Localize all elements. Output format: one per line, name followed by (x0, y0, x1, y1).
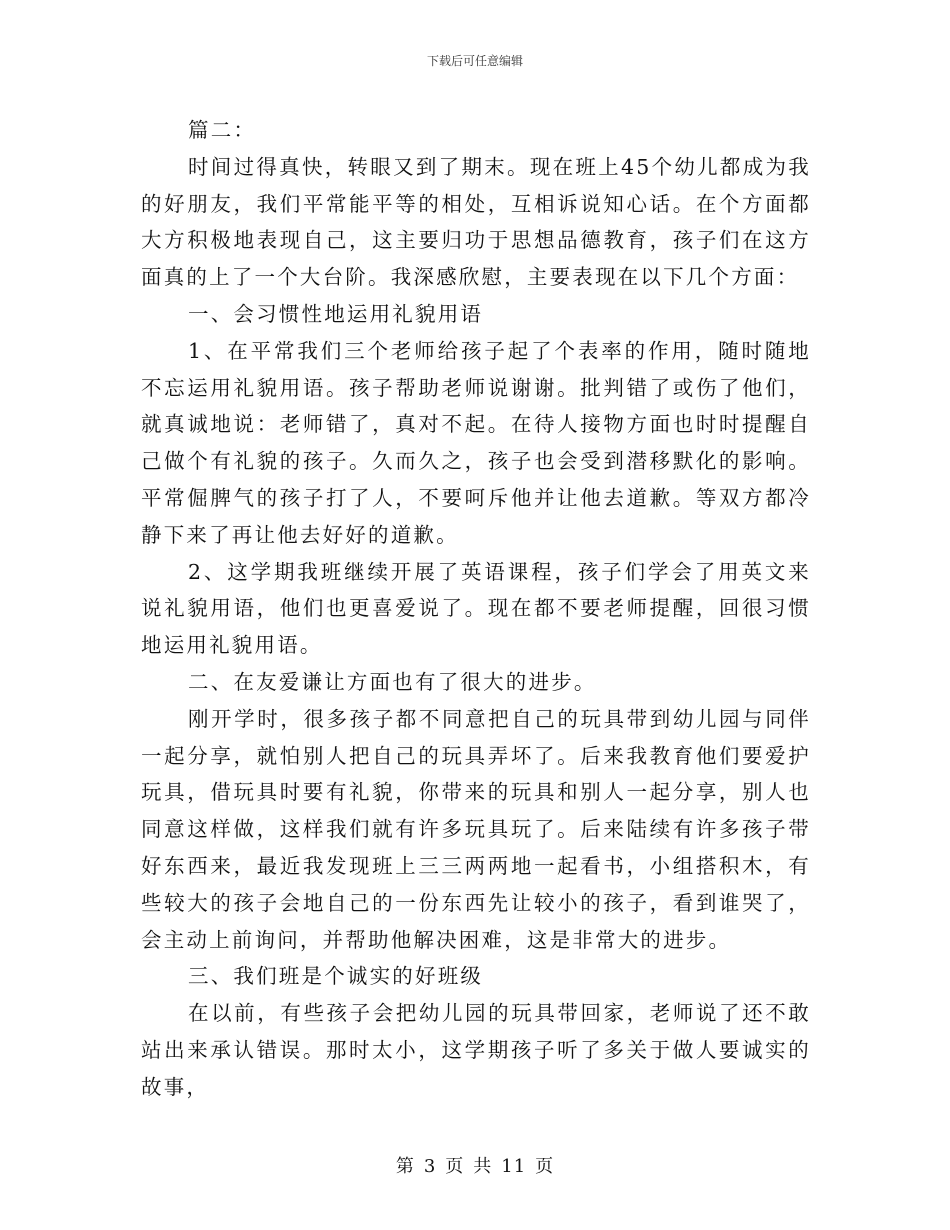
paragraph-point-1: 1、在平常我们三个老师给孩子起了个表率的作用，随时随地不忘运用礼貌用语。孩子帮助老师说谢谢。批判错了或伤了他们，就真诚地说：老师错了，真对不起。在待人接物方面也时时提醒自己做个有礼貌的孩子。久而久之，孩子也会受到潜移默化的影响。平常倔脾气的孩子打了人，不要呵斥他并让他去道歉。等双方都冷静下来了再让他去好好的道歉。 (141, 338, 811, 547)
footer-total-pages: 11 (501, 1156, 527, 1177)
footer-page-label: 第 (395, 1156, 415, 1177)
footer-page-number: 3 (423, 1156, 437, 1177)
footer-total-unit: 页 (535, 1156, 555, 1177)
footer-page-unit: 页 (445, 1156, 465, 1177)
paragraph-point-2: 2、这学期我班继续开展了英语课程，孩子们学会了用英文来说礼貌用语，他们也更喜爱说了。现在都不要老师提醒，回很习惯地运用礼貌用语。 (141, 559, 811, 658)
page-header-note: 下载后可任意编辑 (426, 54, 523, 68)
footer-total-label: 共 (473, 1156, 493, 1177)
paragraph-heading-polite-language: 一、会习惯性地运用礼貌用语 (188, 301, 484, 326)
paragraph-intro: 时间过得真快，转眼又到了期末。现在班上45个幼儿都成为我的好朋友，我们平常能平等的相处，互相诉说知心话。在个方面都大方积极地表现自己，这主要归功于思想品德教育，孩子们在这方面真的上了一个大台阶。我深感欣慰，主要表现在以下几个方面： (141, 154, 811, 290)
paragraph-honesty-body: 在以前，有些孩子会把幼儿园的玩具带回家，老师说了还不敢站出来承认错误。那时太小，这学期孩子听了多关于做人要诚实的故事， (141, 1001, 811, 1099)
paragraph-heading-honesty: 三、我们班是个诚实的好班级 (188, 964, 484, 989)
page-footer (0, 1152, 950, 1178)
paragraph-section-title: 篇二： (188, 118, 257, 142)
paragraph-sharing-body: 刚开学时，很多孩子都不同意把自己的玩具带到幼儿园与同伴一起分享，就怕别人把自己的玩具弄坏了。后来我教育他们要爱护玩具，借玩具时要有礼貌，你带来的玩具和别人一起分享，别人也同意这样做，这样我们就有许多玩具玩了。后来陆续有许多孩子带好东西来，最近我发现班上三三两两地一起看书，小组搭积木，有些较大的孩子会地自己的一份东西先让较小的孩子，看到谁哭了，会主动上前询问，并帮助他解决困难，这是非常大的进步。 (141, 706, 811, 952)
document-body (141, 112, 811, 1106)
paragraph-heading-sharing: 二、在友爱谦让方面也有了很大的进步。 (188, 669, 597, 694)
